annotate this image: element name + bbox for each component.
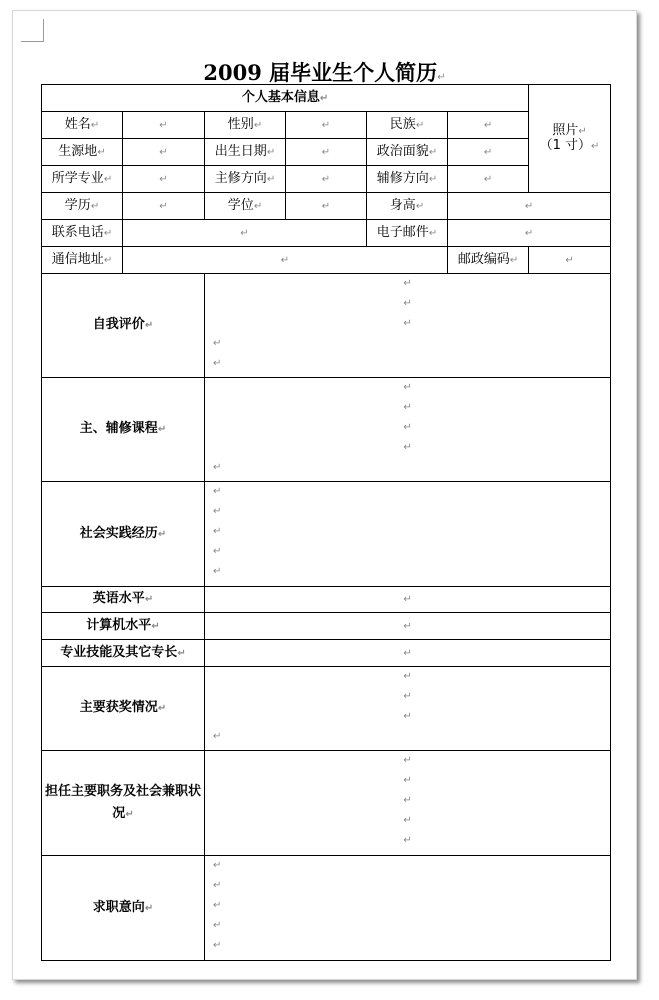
resume-table: [41, 84, 611, 961]
phone-label: 联系电话↵: [42, 220, 123, 247]
social-practice-label: 社会实践经历↵: [42, 482, 205, 587]
minor-direction-field[interactable]: ↵: [448, 166, 529, 193]
photo-cell[interactable]: 照片↵ （1 寸）↵: [529, 85, 611, 193]
origin-field[interactable]: ↵: [123, 139, 205, 166]
skills-label: 专业技能及其它专长↵: [42, 640, 205, 667]
birthdate-label: 出生日期↵: [205, 139, 286, 166]
positions-content[interactable]: ↵ ↵ ↵ ↵ ↵: [205, 751, 611, 856]
awards-label: 主要获奖情况↵: [42, 667, 205, 751]
political-label: 政治面貌↵: [367, 139, 448, 166]
minor-direction-label: 辅修方向↵: [367, 166, 448, 193]
degree-field[interactable]: ↵: [286, 193, 367, 220]
social-practice-content[interactable]: ↵ ↵ ↵ ↵ ↵: [205, 482, 611, 587]
document-title[interactable]: [13, 57, 636, 87]
self-eval-content[interactable]: ↵ ↵ ↵ ↵ ↵: [205, 274, 611, 378]
courses-content[interactable]: ↵ ↵ ↵ ↵ ↵: [205, 378, 611, 482]
computer-label: 计算机水平↵: [42, 613, 205, 640]
origin-label: 生源地↵: [42, 139, 123, 166]
computer-field[interactable]: ↵: [205, 613, 611, 640]
paragraph-mark: ↵: [437, 72, 446, 83]
positions-label: 担任主要职务及社会兼职状况↵: [42, 751, 205, 856]
main-direction-label: 主修方向↵: [205, 166, 286, 193]
political-field[interactable]: ↵: [448, 139, 529, 166]
english-label: 英语水平↵: [42, 587, 205, 613]
page-corner-mark: [21, 19, 44, 42]
courses-label: 主、辅修课程↵: [42, 378, 205, 482]
awards-content[interactable]: ↵ ↵ ↵ ↵: [205, 667, 611, 751]
email-label: 电子邮件↵: [367, 220, 448, 247]
phone-field[interactable]: ↵: [123, 220, 367, 247]
postcode-field[interactable]: ↵: [529, 247, 611, 274]
main-direction-field[interactable]: ↵: [286, 166, 367, 193]
education-field[interactable]: ↵: [123, 193, 205, 220]
photo-size: （1 寸）: [539, 137, 592, 153]
ethnicity-label: 民族↵: [367, 112, 448, 139]
name-label: 姓名↵: [42, 112, 123, 139]
english-field[interactable]: ↵: [205, 587, 611, 613]
major-label: 所学专业↵: [42, 166, 123, 193]
job-intention-label: 求职意向↵: [42, 856, 205, 961]
skills-field[interactable]: ↵: [205, 640, 611, 667]
birthdate-field[interactable]: ↵: [286, 139, 367, 166]
address-field[interactable]: ↵: [123, 247, 448, 274]
education-label: 学历↵: [42, 193, 123, 220]
gender-field[interactable]: ↵: [286, 112, 367, 139]
postcode-label: 邮政编码↵: [448, 247, 529, 274]
job-intention-content[interactable]: ↵ ↵ ↵ ↵ ↵: [205, 856, 611, 961]
photo-label: 照片: [552, 122, 579, 138]
email-field[interactable]: ↵: [448, 220, 611, 247]
ethnicity-field[interactable]: ↵: [448, 112, 529, 139]
height-field[interactable]: ↵: [448, 193, 611, 220]
name-field[interactable]: ↵: [123, 112, 205, 139]
self-eval-label: 自我评价↵: [42, 274, 205, 378]
major-field[interactable]: ↵: [123, 166, 205, 193]
document-title-text: 2009 届毕业生个人简历: [203, 60, 438, 85]
degree-label: 学位↵: [205, 193, 286, 220]
gender-label: 性别↵: [205, 112, 286, 139]
basic-info-header: 个人基本信息↵: [42, 85, 529, 112]
height-label: 身高↵: [367, 193, 448, 220]
address-label: 通信地址↵: [42, 247, 123, 274]
